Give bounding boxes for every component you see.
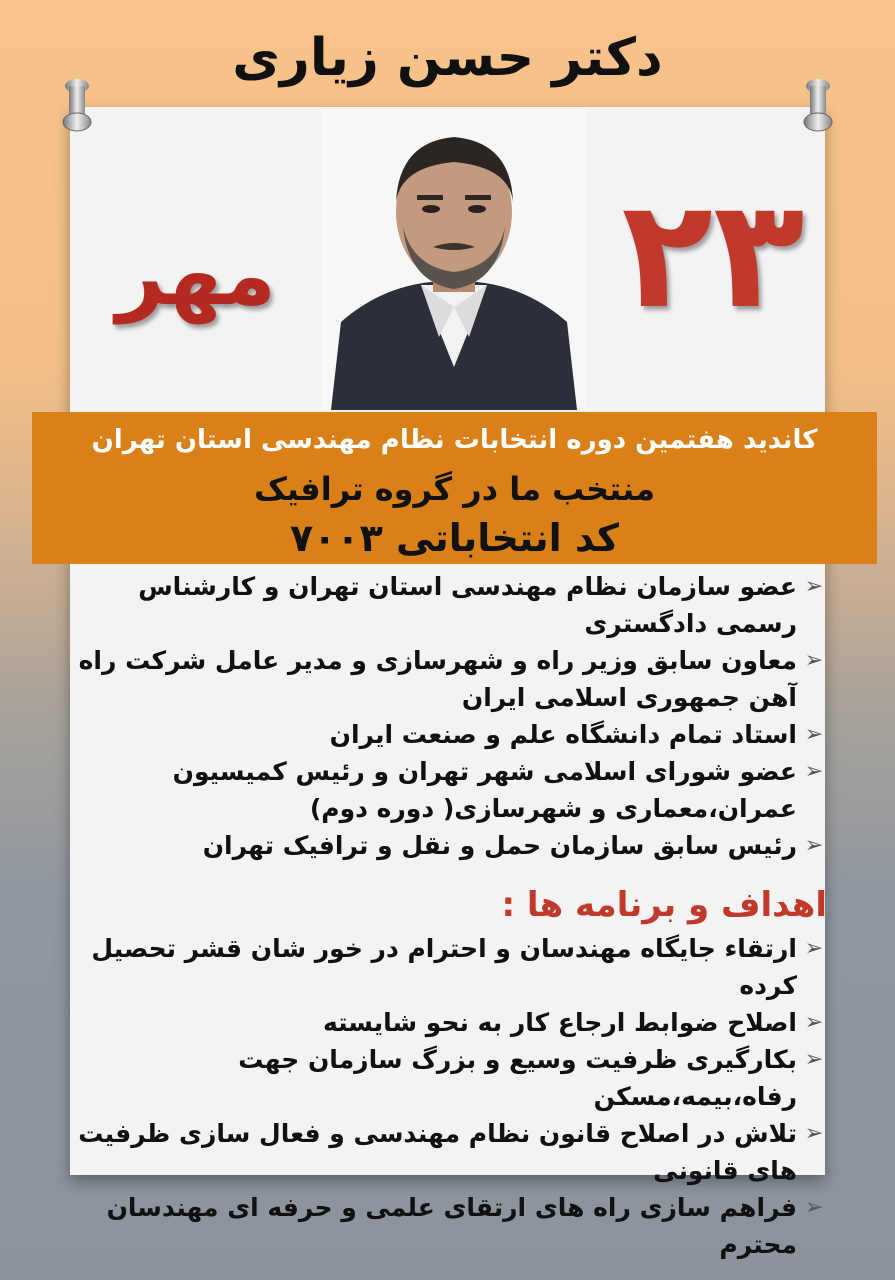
check-arrow-icon: ➢: [804, 936, 824, 961]
list-item: ➢ معاون سابق وزیر راه و شهرسازی و مدیر عامل شرکت راه آهن جمهوری اسلامی ایران: [67, 642, 827, 716]
check-arrow-icon: ➢: [804, 648, 824, 673]
list-item: ➢ عضو شورای اسلامی شهر تهران و رئیس کمیسیون عمران،معماری و شهرسازی( دوره دوم): [67, 753, 827, 827]
goals-heading: اهداف و برنامه ها :: [501, 885, 827, 925]
list-item: ➢ اصلاح ضوابط ارجاع کار به نحو شایسته: [67, 1004, 827, 1041]
check-arrow-icon: ➢: [804, 1195, 824, 1220]
banner-code-line: کد انتخاباتی ۷۰۰۳: [289, 516, 619, 560]
check-arrow-icon: ➢: [804, 759, 824, 784]
check-arrow-icon: ➢: [804, 1047, 824, 1072]
list-item: ➢ بکارگیری ظرفیت وسیع و بزرگ سازمان جهت رفاه،بیمه،مسکن: [67, 1041, 827, 1115]
list-item: ➢ ارتقاء جایگاه مهندسان و احترام در خور شان قشر تحصیل کرده: [67, 930, 827, 1004]
check-arrow-icon: ➢: [804, 833, 824, 858]
election-month: مهر: [116, 226, 276, 324]
check-arrow-icon: ➢: [804, 1121, 824, 1146]
check-arrow-icon: ➢: [804, 722, 824, 747]
goals-list: [67, 930, 827, 1263]
list-item: ➢ استاد تمام دانشگاه علم و صنعت ایران: [67, 716, 827, 753]
check-arrow-icon: ➢: [804, 574, 824, 599]
list-item: ➢ عضو سازمان نظام مهندسی استان تهران و کارشناس رسمی دادگستری: [67, 568, 827, 642]
list-item: ➢ رئیس سابق سازمان حمل و نقل و ترافیک تهران: [67, 827, 827, 864]
portrait-illustration: [321, 107, 587, 410]
pushpin-right-icon: [803, 78, 833, 134]
banner-candidacy-line: کاندید هفتمین دوره انتخابات نظام مهندسی استان تهران: [91, 425, 818, 455]
resume-list: [67, 568, 827, 864]
candidacy-banner: [32, 412, 877, 564]
banner-group-line: منتخب ما در گروه ترافیک: [253, 470, 656, 508]
list-item: ➢ تلاش در اصلاح قانون نظام مهندسی و فعال سازی ظرفیت های قانونی: [67, 1115, 827, 1189]
candidate-photo: [321, 107, 587, 410]
candidate-name: دکتر حسن زیاری: [232, 28, 663, 88]
candidate-list-number: ۲۳: [621, 168, 805, 342]
check-arrow-icon: ➢: [804, 1010, 824, 1035]
pushpin-left-icon: [62, 78, 92, 134]
list-item: ➢ فراهم سازی راه های ارتقای علمی و حرفه ای مهندسان محترم: [67, 1189, 827, 1263]
